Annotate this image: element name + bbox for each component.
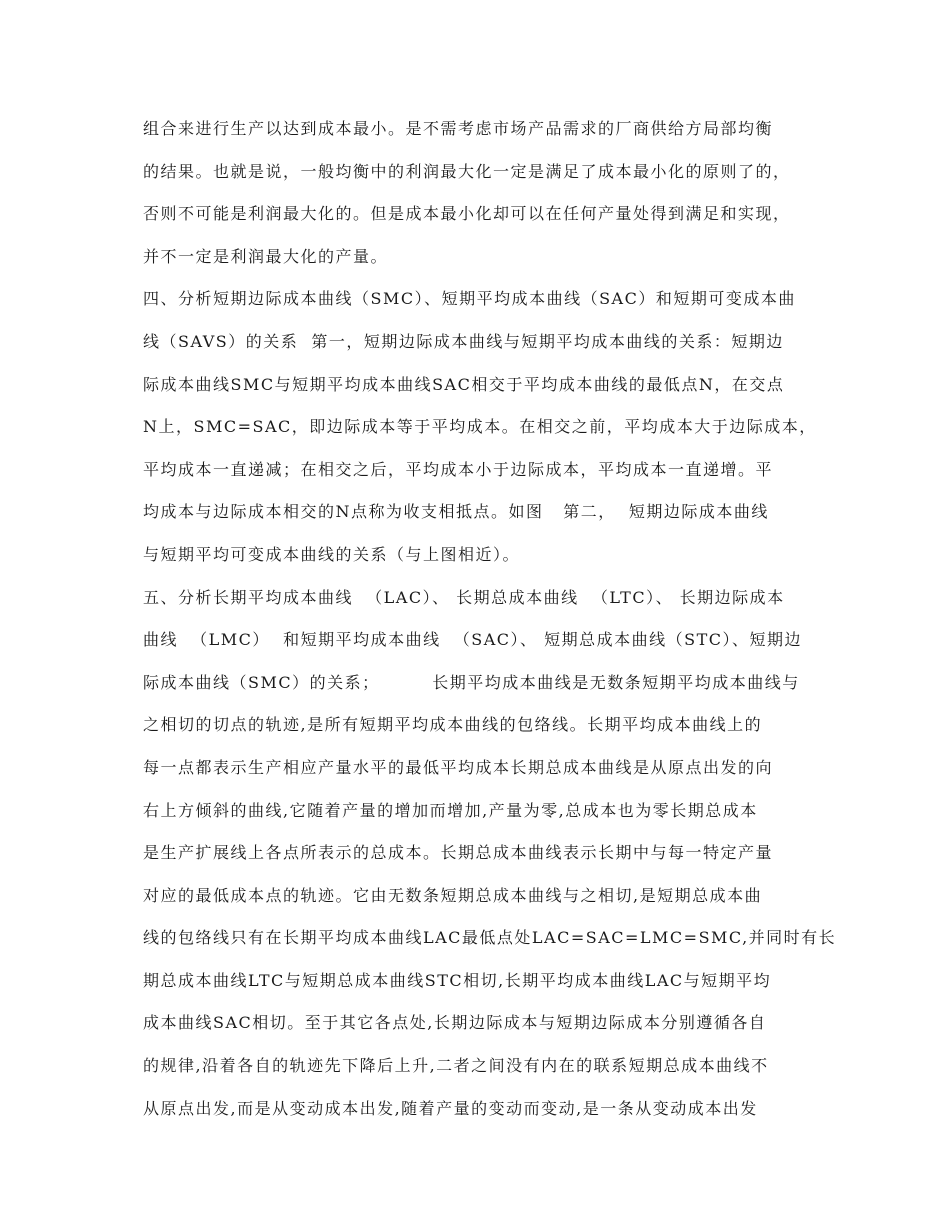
text-line: 右上方倾斜的曲线,它随着产量的增加而增加,产量为零,总成本也为零长期总成本 bbox=[143, 800, 758, 820]
body-text bbox=[143, 108, 837, 1130]
text-line: 际成本曲线SMC与短期平均成本曲线SAC相交于平均成本曲线的最低点N，在交点 bbox=[143, 374, 785, 394]
text-line: 的规律,沿着各自的轨迹先下降后上升,二者之间没有内在的联系短期总成本曲线不 bbox=[143, 1056, 769, 1076]
text-line: 平均成本一直递减；在相交之后，平均成本小于边际成本，平均成本一直递增。平 bbox=[143, 459, 774, 479]
text-line: 对应的最低成本点的轨迹。它由无数条短期总成本曲线与之相切,是短期总成本曲 bbox=[143, 885, 763, 905]
text-line: 曲线 （LMC） 和短期平均成本曲线 （SAC）、 短期总成本曲线（STC）、短期边 bbox=[143, 630, 802, 650]
text-line: 是生产扩展线上各点所表示的总成本。长期总成本曲线表示长期中与每一特定产量 bbox=[143, 843, 774, 863]
text-line: 与短期平均可变成本曲线的关系（与上图相近）。 bbox=[143, 544, 521, 564]
text-line: 的结果。也就是说，一般均衡中的利润最大化一定是满足了成本最小化的原则了的， bbox=[143, 161, 791, 181]
text-line: 五、分析长期平均成本曲线 （LAC）、 长期总成本曲线 （LTC）、 长期边际成本 bbox=[143, 587, 785, 607]
text-line: 组合来进行生产以达到成本最小。是不需考虑市场产品需求的厂商供给方局部均衡 bbox=[143, 119, 774, 138]
text-line: 之相切的切点的轨迹,是所有短期平均成本曲线的包络线。长期平均成本曲线上的 bbox=[143, 715, 763, 735]
text-line: 并不一定是利润最大化的产量。 bbox=[143, 246, 389, 266]
text-line: 线（SAVS）的关系 第一，短期边际成本曲线与短期平均成本曲线的关系：短期边 bbox=[143, 331, 784, 351]
text-line: 成本曲线SAC相切。至于其它各点处,长期边际成本与短期边际成本分别遵循各自 bbox=[143, 1013, 767, 1033]
text-line: 际成本曲线（SMC）的关系； 长期平均成本曲线是无数条短期平均成本曲线与 bbox=[143, 672, 800, 692]
text-line: 均成本与边际成本相交的N点称为收支相抵点。如图 第二， 短期边际成本曲线 bbox=[143, 502, 769, 522]
text-line: N上，SMC=SAC，即边际成本等于平均成本。在相交之前，平均成本大于边际成本， bbox=[143, 417, 817, 437]
text-line: 否则不可能是利润最大化的。但是成本最小化却可以在任何产量处得到满足和实现， bbox=[143, 204, 791, 224]
text-line: 每一点都表示生产相应产量水平的最低平均成本长期总成本曲线是从原点出发的向 bbox=[143, 757, 774, 777]
text-line: 期总成本曲线LTC与短期总成本曲线STC相切,长期平均成本曲线LAC与短期平均 bbox=[143, 970, 772, 990]
text-line: 从原点出发,而是从变动成本出发,随着产量的变动而变动,是一条从变动成本出发 bbox=[143, 1098, 758, 1118]
text-line: 线的包络线只有在长期平均成本曲线LAC最低点处LAC=SAC=LMC=SMC,并同时有长 bbox=[143, 928, 837, 948]
text-line: 四、分析短期边际成本曲线（SMC）、短期平均成本曲线（SAC）和短期可变成本曲 bbox=[143, 289, 796, 309]
